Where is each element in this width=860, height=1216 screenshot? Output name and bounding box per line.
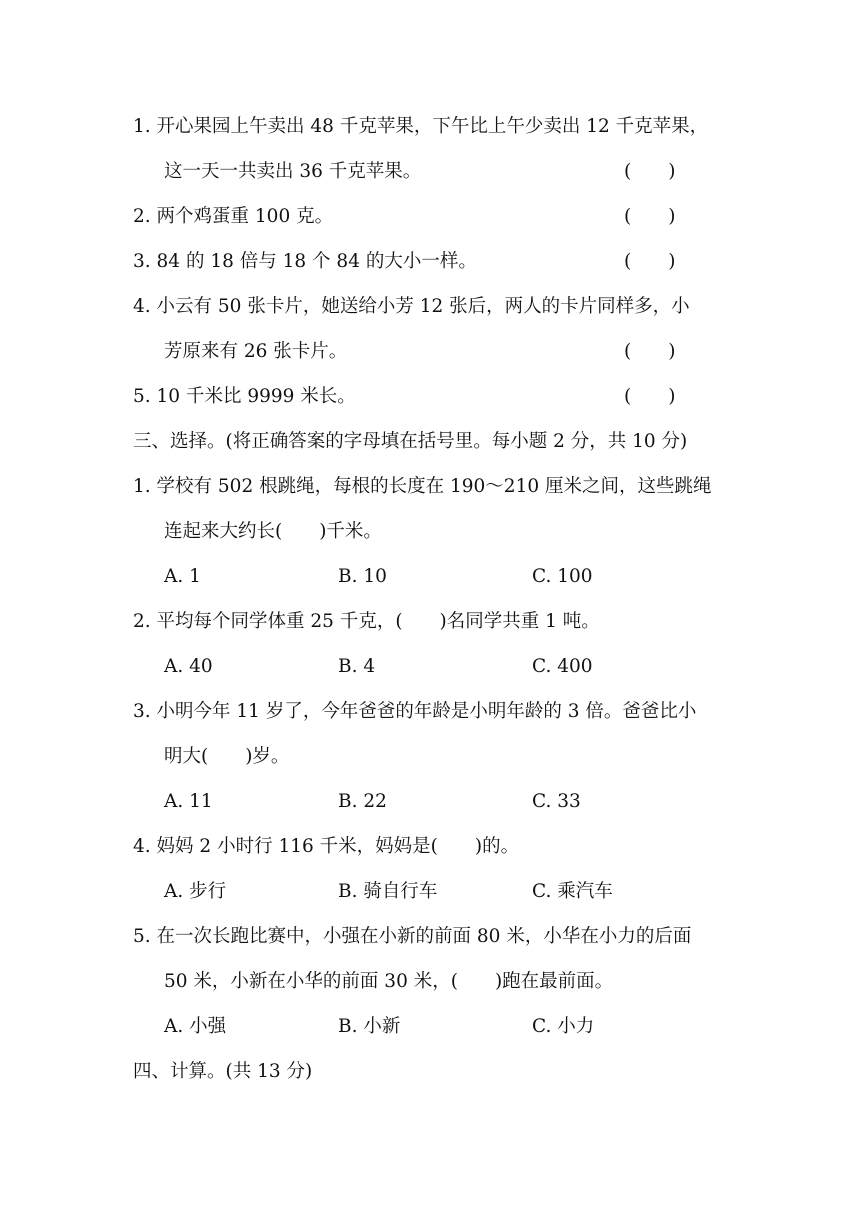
choice-item-1-option-a[interactable]: A. 1 [164, 566, 201, 587]
choice-item-1-option-b[interactable]: B. 10 [338, 566, 387, 587]
choice-item-4-option-a[interactable]: A. 步行 [164, 881, 227, 902]
judge-item-1-line-1: 1. 开心果园上午卖出 48 千克苹果，下午比上午少卖出 12 千克苹果， [133, 116, 709, 137]
choice-item-3-line-1: 3. 小明今年 11 岁了，今年爸爸的年龄是小明年龄的 3 倍。爸爸比小 [133, 701, 697, 722]
choice-item-2-option-a[interactable]: A. 40 [164, 656, 213, 677]
judge-item-2-line-1: 2. 两个鸡蛋重 100 克。 [133, 206, 334, 227]
choice-item-1-option-c[interactable]: C. 100 [532, 566, 593, 587]
choice-item-2-option-c[interactable]: C. 400 [532, 656, 593, 677]
choice-item-3-option-c[interactable]: C. 33 [532, 791, 581, 812]
choice-item-3-line-2: 明大( )岁。 [164, 746, 290, 767]
judge-item-1-line-2: 这一天一共卖出 36 千克苹果。 [164, 161, 422, 182]
choice-item-1-line-1: 1. 学校有 502 根跳绳，每根的长度在 190～210 厘米之间，这些跳绳 [133, 476, 712, 497]
choice-item-5-option-c[interactable]: C. 小力 [532, 1016, 595, 1037]
choice-item-5-option-b[interactable]: B. 小新 [338, 1016, 401, 1037]
judge-item-3-answer-paren[interactable]: ( ) [624, 251, 676, 272]
judge-item-4-line-1: 4. 小云有 50 张卡片，她送给小芳 12 张后，两人的卡片同样多，小 [133, 296, 690, 317]
choice-item-5-line-2: 50 米，小新在小华的前面 30 米，( )跑在最前面。 [164, 971, 614, 992]
choice-item-1-line-2: 连起来大约长( )千米。 [164, 521, 382, 542]
choice-item-4-option-c[interactable]: C. 乘汽车 [532, 881, 613, 902]
choice-item-2-line-1: 2. 平均每个同学体重 25 千克，( )名同学共重 1 吨。 [133, 611, 600, 632]
judge-item-4-answer-paren[interactable]: ( ) [624, 341, 676, 362]
choice-item-4-option-b[interactable]: B. 骑自行车 [338, 881, 438, 902]
judge-item-1-answer-paren[interactable]: ( ) [624, 161, 676, 182]
judge-item-5-line-1: 5. 10 千米比 9999 米长。 [133, 386, 356, 407]
judge-item-2-answer-paren[interactable]: ( ) [624, 206, 676, 227]
judge-item-5-answer-paren[interactable]: ( ) [624, 386, 676, 407]
choice-item-5-option-a[interactable]: A. 小强 [164, 1016, 227, 1037]
choice-item-2-option-b[interactable]: B. 4 [338, 656, 376, 677]
judge-item-4-line-2: 芳原来有 26 张卡片。 [164, 341, 348, 362]
choice-item-3-option-a[interactable]: A. 11 [164, 791, 213, 812]
calc-section-heading: 四、计算。(共 13 分) [133, 1061, 313, 1082]
choice-section-heading: 三、选择。(将正确答案的字母填在括号里。每小题 2 分，共 10 分) [133, 431, 688, 452]
choice-item-3-option-b[interactable]: B. 22 [338, 791, 387, 812]
judge-item-3-line-1: 3. 84 的 18 倍与 18 个 84 的大小一样。 [133, 251, 477, 272]
choice-item-5-line-1: 5. 在一次长跑比赛中，小强在小新的前面 80 米，小华在小力的后面 [133, 926, 692, 947]
choice-item-4-line-1: 4. 妈妈 2 小时行 116 千米，妈妈是( )的。 [133, 836, 520, 857]
